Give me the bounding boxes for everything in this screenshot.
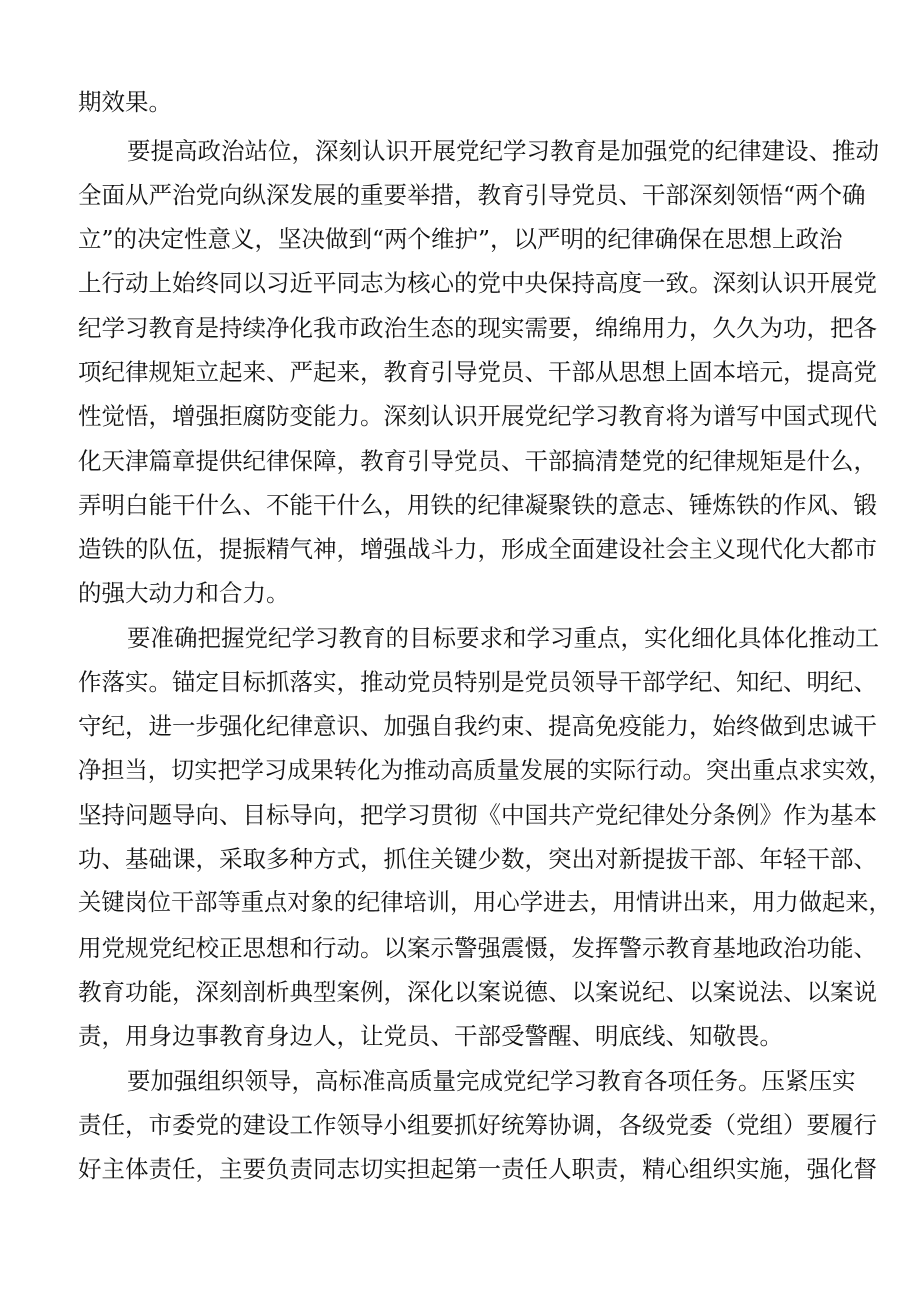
text-line: 教育功能，深刻剖析典型案例，深化以案说德、以案说纪、以案说法、以案说 — [78, 978, 877, 1006]
text-line: 弄明白能干什么、不能干什么，用铁的纪律凝聚铁的意志、锤炼铁的作风、锻 — [78, 491, 877, 519]
text-line: 关键岗位干部等重点对象的纪律培训，用心学进去，用情讲出来，用力做起来， — [78, 889, 892, 916]
text-line: 的强大动力和合力。 — [78, 579, 290, 607]
text-line: 好主体责任，主要负责同志切实担起第一责任人职责，精心组织实施，强化督 — [78, 1155, 877, 1183]
text-line: 作落实。锚定目标抓落实，推动党员特别是党员领导干部学纪、知纪、明纪、 — [78, 668, 877, 696]
text-line: 责，用身边事教育身边人，让党员、干部受警醒、明底线、知敬畏。 — [78, 1022, 783, 1050]
text-line: 净担当，切实把学习成果转化为推动高质量发展的实际行动。突出重点求实效， — [78, 757, 892, 784]
text-line: 用党规党纪校正思想和行动。以案示警强震慑，发挥警示教育基地政治功能、 — [78, 934, 877, 962]
text-line: 上行动上始终同以习近平同志为核心的党中央保持高度一致。深刻认识开展党 — [78, 269, 877, 297]
text-line: 坚持问题导向、目标导向，把学习贯彻《中国共产党纪律处分条例》作为基本 — [78, 801, 877, 829]
text-line: 纪学习教育是持续净化我市政治生态的现实需要，绵绵用力，久久为功，把各 — [78, 314, 877, 342]
text-line: 守纪，进一步强化纪律意识、加强自我约束、提高免疫能力，始终做到忠诚干 — [78, 712, 877, 740]
paragraph-start-line: 要准确把握党纪学习教育的目标要求和学习重点，实化细化具体化推动工 — [127, 624, 879, 652]
paragraph-start-line: 要提高政治站位，深刻认识开展党纪学习教育是加强党的纪律建设、推动 — [127, 137, 879, 165]
text-line: 立”的决定性意义，坚决做到“两个维护”，以严明的纪律确保在思想上政治 — [78, 225, 843, 253]
text-line: 造铁的队伍，提振精气神，增强战斗力，形成全面建设社会主义现代化大都市 — [78, 535, 877, 563]
paragraph-start-line: 要加强组织领导，高标准高质量完成党纪学习教育各项任务。压紧压实 — [127, 1067, 856, 1095]
text-line: 化天津篇章提供纪律保障，教育引导党员、干部搞清楚党的纪律规矩是什么， — [78, 447, 877, 475]
text-line: 功、基础课，采取多种方式，抓住关键少数，突出对新提拔干部、年轻干部、 — [78, 845, 877, 873]
text-line: 性觉悟，增强拒腐防变能力。深刻认识开展党纪学习教育将为谱写中国式现代 — [78, 402, 877, 430]
text-line: 责任，市委党的建设工作领导小组要抓好统筹协调，各级党委（党组）要履行 — [78, 1111, 877, 1139]
text-line: 项纪律规矩立起来、严起来，教育引导党员、干部从思想上固本培元，提高党 — [78, 358, 877, 386]
text-line: 全面从严治党向纵深发展的重要举措，教育引导党员、干部深刻领悟“两个确 — [78, 181, 866, 209]
text-line: 期效果。 — [78, 88, 172, 116]
